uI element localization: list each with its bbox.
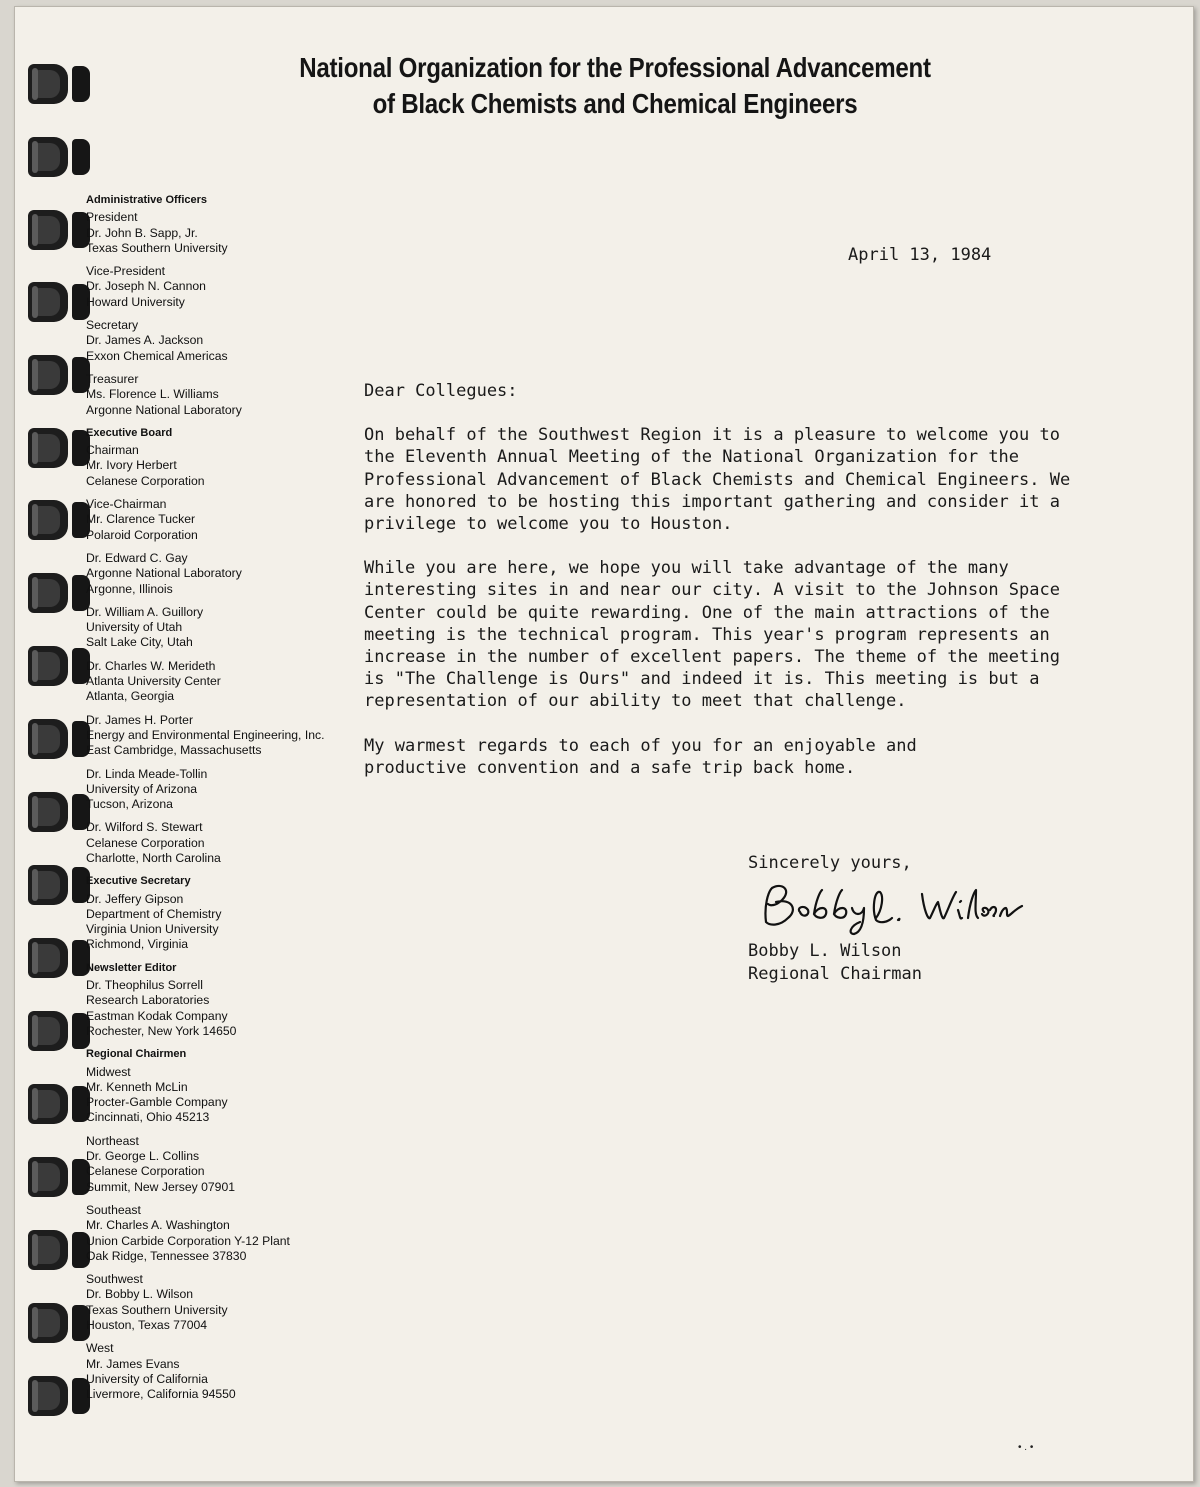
binding-ring (28, 1084, 94, 1124)
sidebar-section-title: Executive Secretary (86, 875, 191, 888)
sidebar-entry-line: Midwest (86, 1064, 131, 1079)
sidebar-entry-line: Texas Southern University (86, 1302, 228, 1317)
sidebar-entry-line: University of Utah (86, 620, 183, 635)
sidebar-entry-line: Mr. Kenneth McLin (86, 1079, 188, 1094)
sidebar-entry-line: Mr. Clarence Tucker (86, 512, 196, 527)
officers-sidebar (86, 193, 376, 1402)
sidebar-entry (86, 497, 376, 543)
binding-ring (28, 1230, 94, 1270)
sidebar-entry-line: Summit, New Jersey 07901 (86, 1179, 236, 1194)
sidebar-entry-line: Eastman Kodak Company (86, 1008, 228, 1023)
sidebar-entry-line: Southwest (86, 1272, 143, 1287)
sidebar-entry-line: Union Carbide Corporation Y-12 Plant (86, 1233, 290, 1248)
sidebar-section-title: Regional Chairmen (86, 1048, 187, 1061)
sidebar-entry (86, 713, 376, 759)
binding-ring (28, 719, 94, 759)
sidebar-entry (86, 443, 376, 489)
sidebar-entry-line: Atlanta University Center (86, 674, 221, 689)
sidebar-entry-line: Howard University (86, 294, 185, 309)
sidebar-entry (86, 1203, 376, 1264)
sidebar-entry-line: East Cambridge, Massachusetts (86, 743, 262, 758)
binding-ring (28, 1157, 94, 1197)
sidebar-entry-line: Celanese Corporation (86, 473, 205, 488)
sidebar-entry (86, 605, 376, 651)
binding-ring (28, 355, 94, 395)
binding-ring (28, 64, 94, 104)
sidebar-entry-line: Texas Southern University (86, 240, 228, 255)
binding-ring (28, 500, 94, 540)
sidebar-entry-line: Richmond, Virginia (86, 937, 189, 952)
paragraph-1: On behalf of the Southwest Region it is a pleasure to welcome you to the Eleventh Annual Meeting of the National Organization for the Professional Advancement of Black Chemists and Chemical Engineers. We are honored to be hosting this important gathering and consider it a privilege to welcome you to Houston. (364, 425, 1071, 535)
letter-body (364, 380, 1104, 779)
handwritten-signature (752, 880, 1042, 940)
sidebar-entry-line: Dr. Joseph N. Cannon (86, 279, 206, 294)
sidebar-section-title: Newsletter Editor (86, 961, 177, 974)
paper-specks: • . • (1018, 1442, 1034, 1453)
sidebar-entry-line: Ms. Florence L. Williams (86, 387, 219, 402)
sidebar-entry-line: Argonne National Laboratory (86, 402, 242, 417)
sidebar-entry-line: Southeast (86, 1202, 141, 1217)
sidebar-entry-line: Charlotte, North Carolina (86, 850, 221, 865)
binding-ring (28, 137, 94, 177)
sidebar-entry-line: Dr. Edward C. Gay (86, 550, 188, 565)
sidebar-entry-line: Exxon Chemical Americas (86, 348, 228, 363)
sidebar-entry-line: Rochester, New York 14650 (86, 1023, 237, 1038)
sidebar-entry-line: Salt Lake City, Utah (86, 635, 193, 650)
sidebar-entry (86, 1134, 376, 1195)
sidebar-entry-line: West (86, 1341, 114, 1356)
sidebar-entry (86, 1272, 376, 1333)
sidebar-entry (86, 659, 376, 705)
sidebar-entry-line: Energy and Environmental Engineering, Inc. (86, 727, 325, 742)
sidebar-entry (86, 372, 376, 418)
sidebar-entry-line: University of Arizona (86, 781, 198, 796)
binding-ring (28, 282, 94, 322)
sidebar-entry-line: University of California (86, 1371, 208, 1386)
sidebar-section-title: Executive Board (86, 426, 173, 439)
sidebar-entry-line: Tucson, Arizona (86, 797, 173, 812)
sidebar-entry-line: Chairman (86, 443, 139, 458)
sidebar-entry-line: Atlanta, Georgia (86, 689, 175, 704)
sidebar-entry-line: Vice-President (86, 264, 166, 279)
sidebar-entry-line: Livermore, California 94550 (86, 1387, 236, 1402)
sidebar-entry (86, 1065, 376, 1126)
sidebar-entry-line: Dr. George L. Collins (86, 1149, 200, 1164)
sidebar-entry-line: Polaroid Corporation (86, 527, 198, 542)
sidebar-entry (86, 820, 376, 866)
sidebar-entry (86, 978, 376, 1039)
sidebar-entry-line: Mr. James Evans (86, 1356, 180, 1371)
sidebar-entry (86, 318, 376, 364)
sidebar-entry-line: President (86, 210, 138, 225)
signer-block (748, 940, 922, 985)
sidebar-entry-line: Mr. Charles A. Washington (86, 1218, 230, 1233)
sidebar-entry-line: Dr. Linda Meade-Tollin (86, 766, 208, 781)
letterhead-line-2: of Black Chemists and Chemical Engineers (372, 88, 858, 119)
sidebar-entry (86, 892, 376, 953)
sidebar-entry-line: Mr. Ivory Herbert (86, 458, 177, 473)
sidebar-entry-line: Dr. Charles W. Merideth (86, 658, 216, 673)
sidebar-entry-line: Dr. John B. Sapp, Jr. (86, 225, 198, 240)
sidebar-entry (86, 210, 376, 256)
sidebar-entry-line: Houston, Texas 77004 (86, 1318, 208, 1332)
binding-ring (28, 1376, 94, 1416)
sidebar-entry-line: Celanese Corporation (86, 835, 205, 850)
paragraph-3: My warmest regards to each of you for an enjoyable and productive convention and a safe trip back home. (364, 735, 917, 778)
sidebar-entry-line: Argonne National Laboratory (86, 566, 242, 581)
sidebar-entry-line: Dr. Jeffery Gipson (86, 891, 184, 906)
sidebar-entry (86, 1341, 376, 1402)
sidebar-entry-line: Dr. William A. Guillory (86, 604, 204, 619)
letterhead-line-1: National Organization for the Professional Advancement (299, 52, 931, 83)
closing: Sincerely yours, (748, 853, 912, 873)
sidebar-entry-line: Department of Chemistry (86, 906, 222, 921)
paragraph-2: While you are here, we hope you will take advantage of the many interesting sites in and near our city. A visit to the Johnson Space Center could be quite rewarding. One of the main attractions of the meeting is the technical program. This year's program represents an increase in the number of excellent papers. The theme of the meeting is "The Challenge is Ours" and indeed it is. This meeting is but a representation of our ability to meet that challenge. (364, 558, 1060, 712)
letterhead-title (258, 50, 972, 122)
salutation: Dear Collegues: (364, 381, 518, 401)
sidebar-entry-line: Dr. James A. Jackson (86, 333, 204, 348)
binding-ring (28, 1303, 94, 1343)
signer-title: Regional Chairman (748, 963, 922, 984)
sidebar-entry-line: Virginia Union University (86, 922, 219, 937)
sidebar-entry-line: Argonne, Illinois (86, 581, 173, 596)
sidebar-entry (86, 264, 376, 310)
binding-ring (28, 646, 94, 686)
binding-ring (28, 792, 94, 832)
binding-ring (28, 573, 94, 613)
sidebar-entry-line: Secretary (86, 318, 139, 333)
letter-date: April 13, 1984 (848, 245, 992, 265)
sidebar-entry-line: Research Laboratories (86, 993, 210, 1008)
signer-name: Bobby L. Wilson (748, 941, 902, 961)
sidebar-entry-line: Dr. Wilford S. Stewart (86, 820, 203, 835)
binding-ring (28, 210, 94, 250)
sidebar-entry-line: Dr. Bobby L. Wilson (86, 1287, 194, 1302)
sidebar-entry-line: Oak Ridge, Tennessee 37830 (86, 1248, 247, 1263)
sidebar-entry-line: Treasurer (86, 371, 139, 386)
binding-ring (28, 938, 94, 978)
sidebar-entry (86, 767, 376, 813)
sidebar-entry-line: Vice-Chairman (86, 497, 167, 512)
binding-ring (28, 428, 94, 468)
sidebar-entry-line: Dr. James H. Porter (86, 712, 194, 727)
binding-ring (28, 865, 94, 905)
sidebar-entry (86, 551, 376, 597)
sidebar-entry-line: Dr. Theophilus Sorrell (86, 978, 203, 993)
sidebar-entry-line: Northeast (86, 1133, 139, 1148)
binding-ring (28, 1011, 94, 1051)
sidebar-section-title: Administrative Officers (86, 194, 208, 206)
sidebar-entry-line: Cincinnati, Ohio 45213 (86, 1110, 210, 1125)
sidebar-entry-line: Procter-Gamble Company (86, 1095, 228, 1110)
sidebar-entry-line: Celanese Corporation (86, 1164, 205, 1179)
